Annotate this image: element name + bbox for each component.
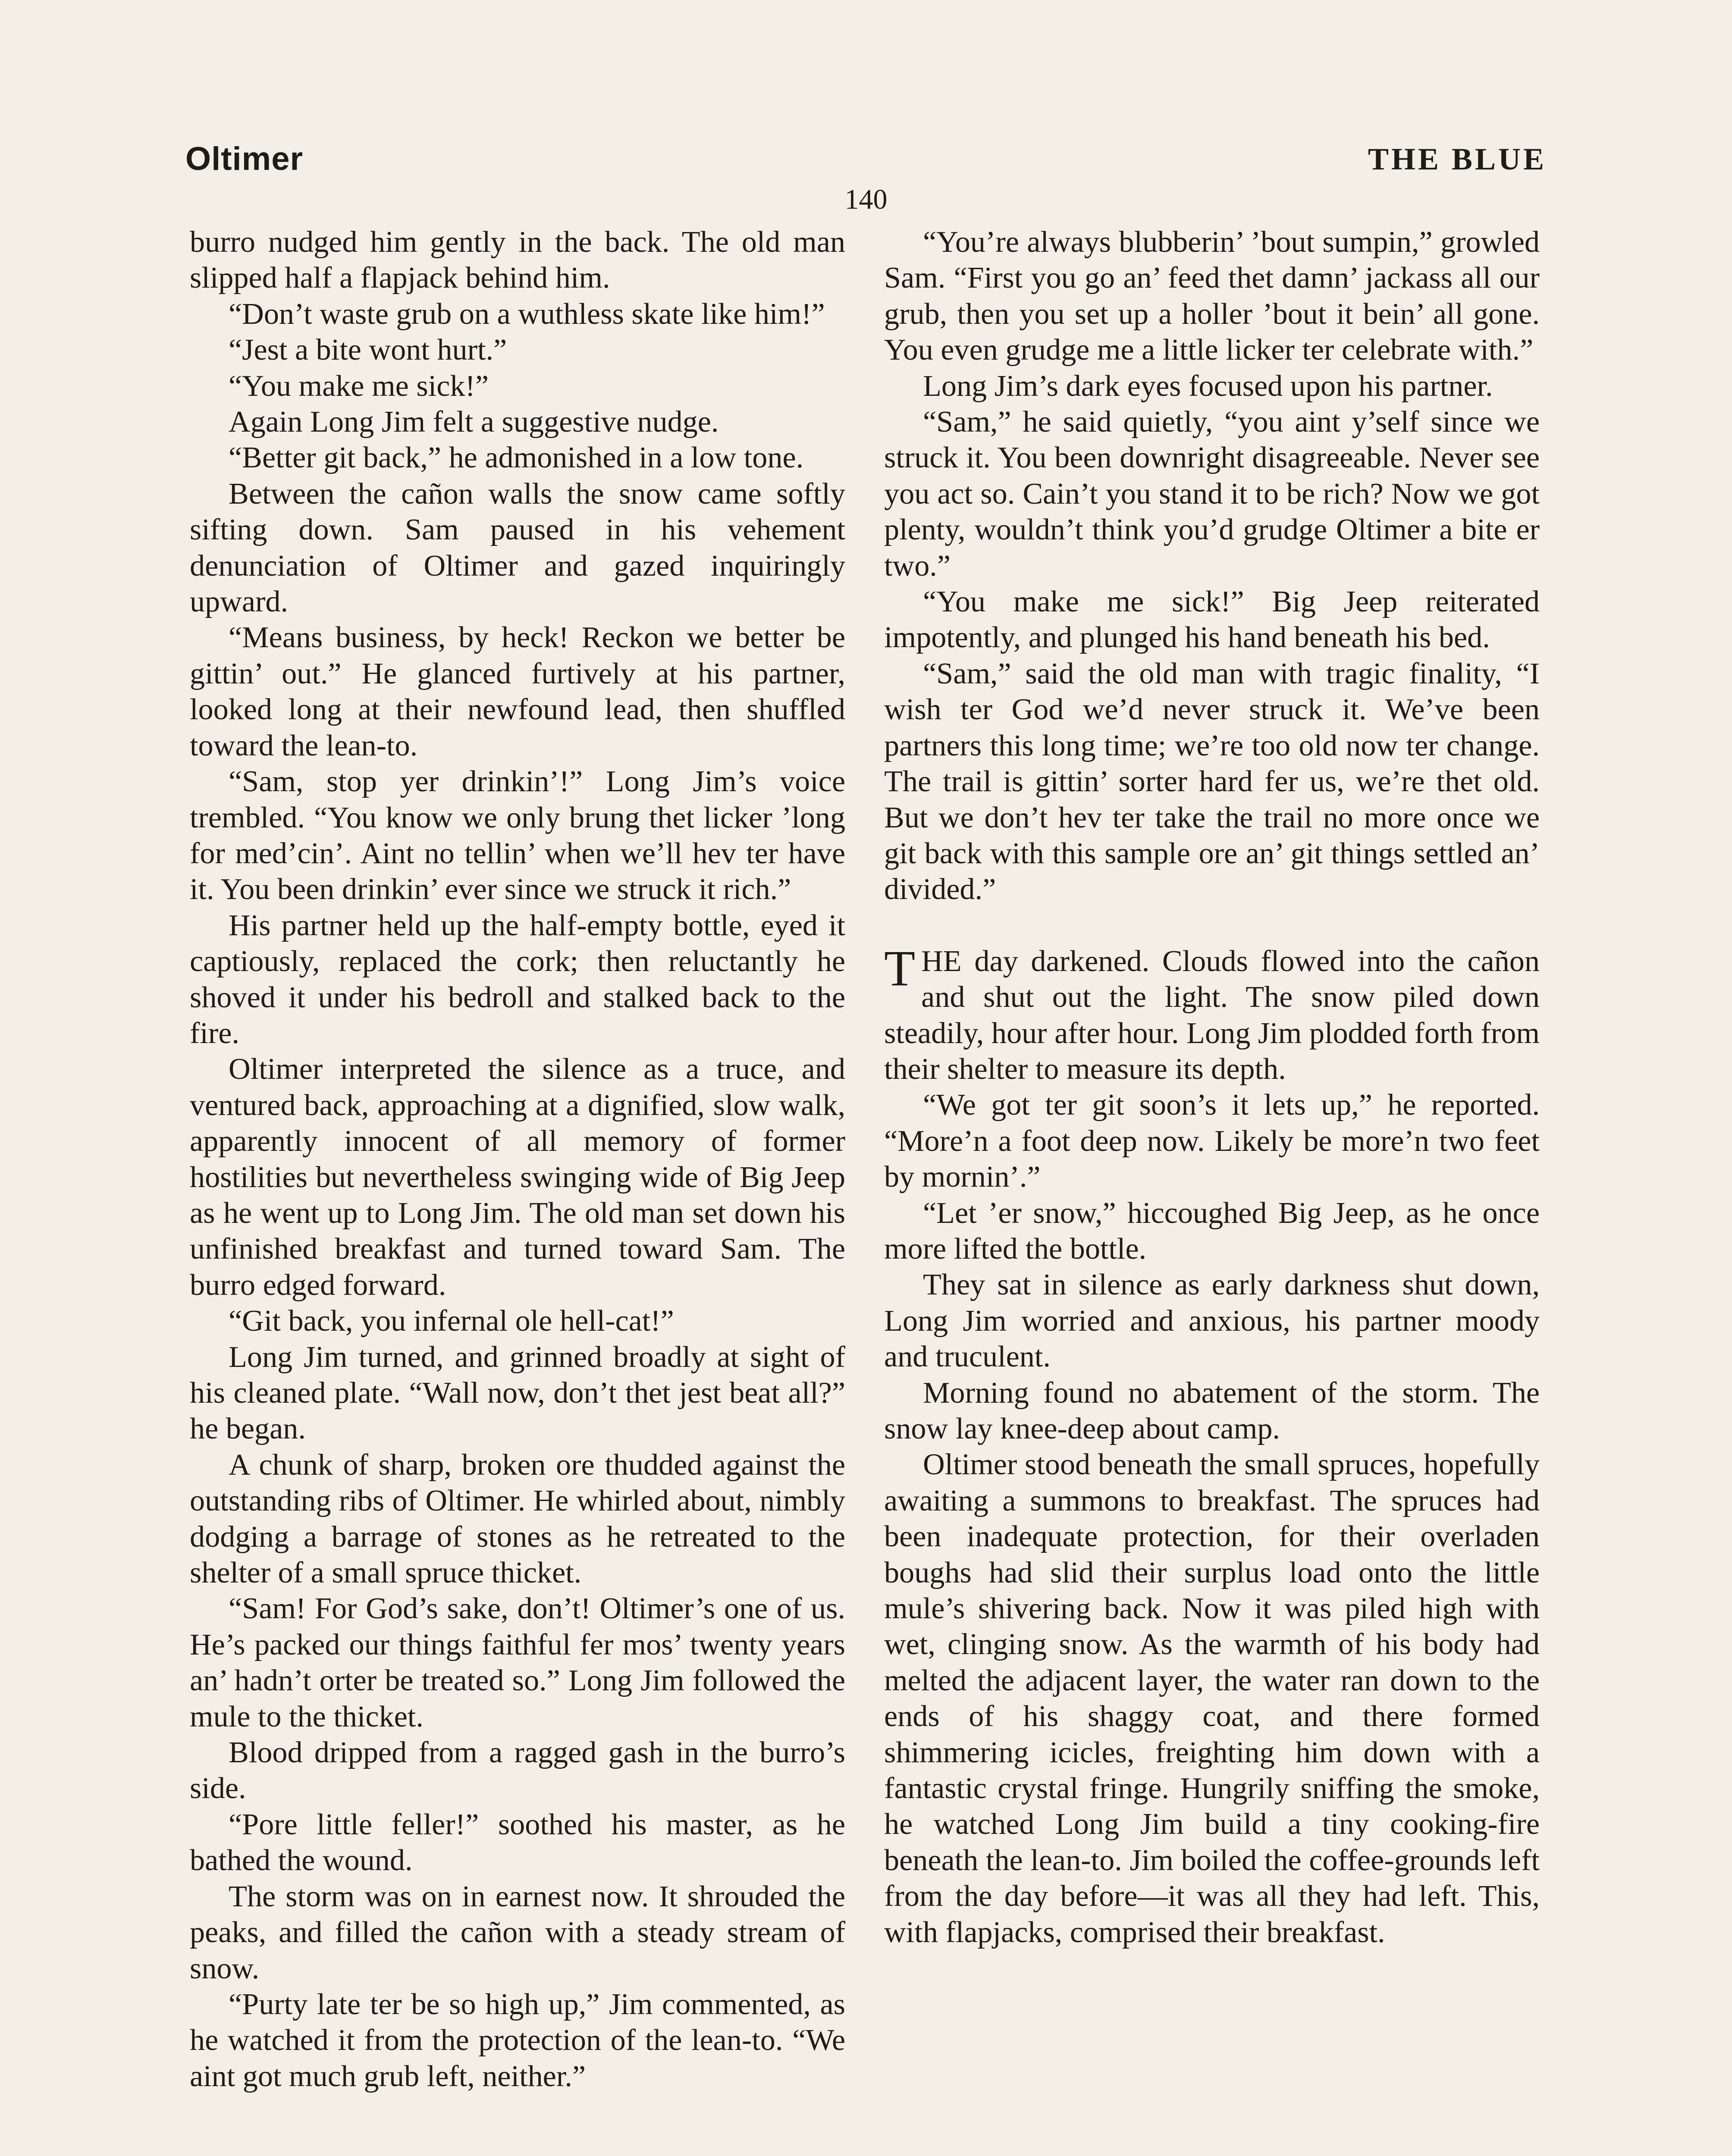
- left-text-column: [190, 224, 845, 2094]
- paragraph: burro nudged him gently in the back. The old man slipped half a flapjack behind him.: [190, 225, 845, 295]
- drop-cap-letter: T: [884, 940, 916, 997]
- paragraph: A chunk of sharp, broken ore thudded against the outstanding ribs of Oltimer. He whirled about, nimbly dodging a barrage of stones as he retreated to the shelter of a small spruce thicket.: [190, 1448, 845, 1590]
- paragraph: “Purty late ter be so high up,” Jim commented, as he watched it from the protection of the lean-to. “We aint got much grub left, neither.”: [190, 1987, 845, 2093]
- paragraph: Long Jim’s dark eyes focused upon his partner.: [923, 369, 1493, 403]
- dropcap-paragraph-text: HE day darkened. Clouds flowed into the cañon and shut out the light. The snow piled down steadily, hour after hour. Long Jim plodded forth from their shelter to measure its depth.: [884, 944, 1540, 1086]
- paragraph: His partner held up the half-empty bottle, eyed it captiously, replaced the cork; then reluctantly he shoved it under his bedroll and stalked back to the fire.: [190, 908, 845, 1050]
- paragraph: Blood dripped from a ragged gash in the burro’s side.: [190, 1736, 845, 1805]
- paragraph: Again Long Jim felt a suggestive nudge.: [229, 405, 719, 439]
- paragraph: “Jest a bite wont hurt.”: [229, 333, 507, 367]
- dropcap-paragraph: [884, 940, 1540, 1087]
- paragraph: “Let ’er snow,” hiccoughed Big Jeep, as he once more lifted the bottle.: [884, 1196, 1540, 1266]
- right-text-column: [884, 224, 1540, 1950]
- paragraph: “Better git back,” he admonished in a low tone.: [229, 441, 804, 475]
- paragraph: “Sam,” he said quietly, “you aint y’self since we struck it. You been downright disagreeable. Never see you act so. Cain’t you stand it to be rich? Now we got plenty, wouldn’t think you’d grudge Oltimer a bite er two.”: [884, 405, 1540, 583]
- paragraph: “You’re always blubberin’ ’bout sumpin,” growled Sam. “First you go an’ feed thet damn’ jackass all our grub, then you set up a holler ’bout it bein’ all gone. You even grudge me a little licker ter celebrate with.”: [884, 225, 1540, 367]
- paragraph: Long Jim turned, and grinned broadly at sight of his cleaned plate. “Wall now, don’t thet jest beat all?” he began.: [190, 1340, 845, 1446]
- running-head-magazine-title: THE BLUE: [1368, 142, 1547, 176]
- section-break: [884, 908, 1540, 943]
- paragraph: The storm was on in earnest now. It shrouded the peaks, and filled the cañon with a steady stream of snow.: [190, 1879, 845, 1985]
- paragraph: “You make me sick!” Big Jeep reiterated impotently, and plunged his hand beneath his bed.: [884, 585, 1540, 655]
- paragraph: “We got ter git soon’s it lets up,” he reported. “More’n a foot deep now. Likely be more’n two feet by mornin’.”: [884, 1088, 1540, 1194]
- paragraph: Oltimer stood beneath the small spruces, hopefully awaiting a summons to breakfast. The spruces had been inadequate protection, for their overladen boughs had slid their surplus load onto the little mule’s shivering back. Now it was piled high with wet, clinging snow. As the warmth of his body had melted the adjacent layer, the water ran down to the ends of his shaggy coat, and there formed shimmering icicles, freighting him down with a fantastic crystal fringe. Hungrily sniffing the smoke, he watched Long Jim build a tiny cooking-fire beneath the lean-to. Jim boiled the coffee-grounds left from the day before—it was all they had left. This, with flapjacks, comprised their breakfast.: [884, 1448, 1540, 1949]
- running-head-story-title: Oltimer: [185, 141, 304, 177]
- paragraph: Oltimer interpreted the silence as a truce, and ventured back, approaching at a dignified, slow walk, apparently innocent of all memory of former hostilities but nevertheless swinging wide of Big Jeep as he went up to Long Jim. The old man set down his unfinished breakfast and turned toward Sam. The burro edged forward.: [190, 1052, 845, 1302]
- paragraph: Between the cañon walls the snow came softly sifting down. Sam paused in his vehement denunciation of Oltimer and gazed inquiringly upward.: [190, 476, 845, 619]
- paragraph: “Git back, you infernal ole hell-cat!”: [229, 1304, 674, 1338]
- paragraph: “Don’t waste grub on a wuthless skate like him!”: [229, 297, 825, 331]
- paragraph: They sat in silence as early darkness shut down, Long Jim worried and anxious, his partner moody and truculent.: [884, 1268, 1540, 1374]
- page-number: 140: [844, 184, 888, 215]
- paragraph: “Means business, by heck! Reckon we better be gittin’ out.” He glanced furtively at his partner, looked long at their newfound lead, then shuffled toward the lean-to.: [190, 620, 845, 762]
- paragraph: “You make me sick!”: [229, 369, 489, 403]
- paragraph: “Sam! For God’s sake, don’t! Oltimer’s one of us. He’s packed our things faithful fer mos’ twenty years an’ hadn’t orter be treated so.” Long Jim followed the mule to the thicket.: [190, 1592, 845, 1733]
- paragraph: “Sam,” said the old man with tragic finality, “I wish ter God we’d never struck it. We’ve been partners this long time; we’re too old now ter change. The trail is gittin’ sorter hard fer us, we’re thet old. But we don’t hev ter take the trail no more once we git back with this sample ore an’ git things settled an’ divided.”: [884, 656, 1540, 906]
- paragraph: Morning found no abatement of the storm. The snow lay knee-deep about camp.: [884, 1376, 1540, 1445]
- paragraph: “Pore little feller!” soothed his master, as he bathed the wound.: [190, 1807, 845, 1877]
- paragraph: “Sam, stop yer drinkin’!” Long Jim’s voice trembled. “You know we only brung thet licker ’long for med’cin’. Aint no tellin’ when we’ll hev ter have it. You been drinkin’ ever since we struck it rich.”: [190, 765, 845, 906]
